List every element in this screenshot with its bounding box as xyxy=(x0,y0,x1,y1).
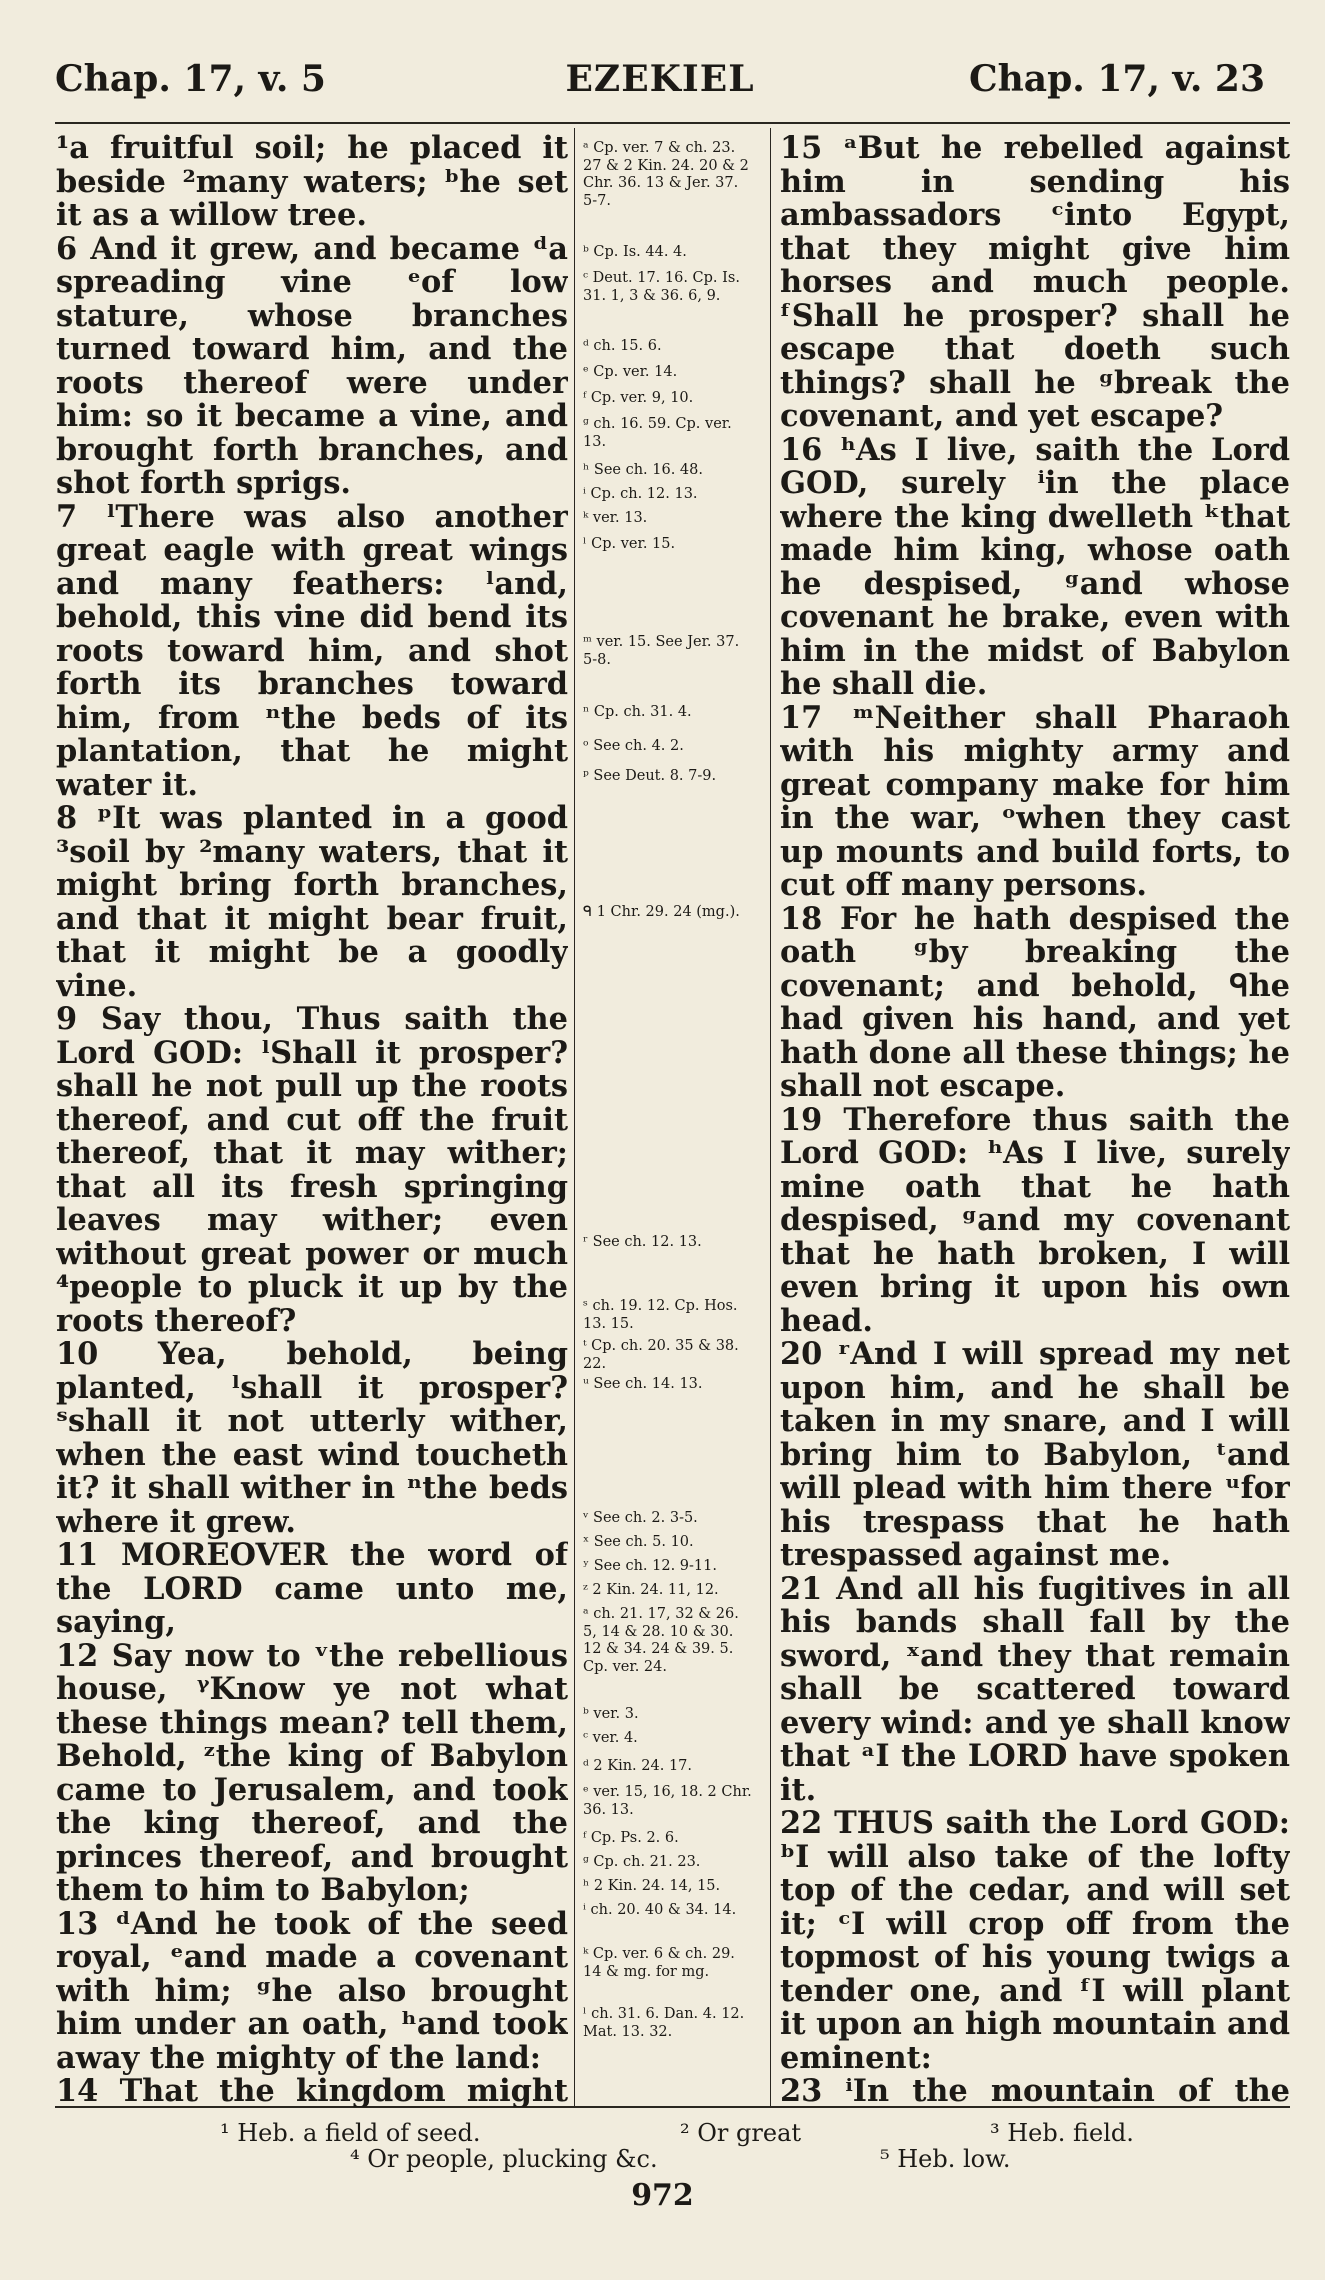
cross-reference: ᵍ ch. 16. 59. Cp. ver. 13. xyxy=(583,416,732,450)
text-column-left xyxy=(56,132,568,2107)
verse-paragraph: 23 ⁱIn the mountain of the xyxy=(780,2073,1290,2107)
cross-reference: ᶜ Deut. 17. 16. Cp. Is. 31. 1, 3 & 36. 6, 9. xyxy=(583,270,740,304)
cross-reference: ᶠ Cp. ver. 9, 10. xyxy=(583,390,694,406)
cross-reference: ᶜ ver. 4. xyxy=(583,1730,638,1746)
footnote: ³ Heb. field. xyxy=(990,2119,1134,2147)
cross-reference: ᵈ ch. 15. 6. xyxy=(583,338,662,354)
cross-reference: ʸ See ch. 12. 9-11. xyxy=(583,1558,717,1574)
text-column-right xyxy=(780,132,1290,2107)
cross-reference: ᵇ Cp. Is. 44. 4. xyxy=(583,244,687,260)
cross-reference: ˣ See ch. 5. 10. xyxy=(583,1534,694,1550)
cross-reference: ᵉ ver. 15, 16, 18. 2 Chr. 36. 13. xyxy=(583,1784,752,1818)
verse-paragraph: 11 MOREOVER the word of the LORD came unto me, saying, xyxy=(56,1537,568,1640)
cross-reference: ᶠ Cp. Ps. 2. 6. xyxy=(583,1830,679,1846)
verse-paragraph: 8 ᵖIt was planted in a good ³soil by ²many waters, that it might bring forth branches, and that it might bear fruit, that it might be a goodly vine. xyxy=(56,800,568,1004)
verse-paragraph: 22 THUS saith the Lord GOD: ᵇI will also take of the lofty top of the cedar, and will set it; ᶜI will crop off from the topmost of his young twigs a tender one, and ᶠI will plant it upon an high mountain and eminent: xyxy=(780,1805,1290,2076)
page-number: 972 xyxy=(631,2178,694,2213)
cross-reference: ʰ 2 Kin. 24. 14, 15. xyxy=(583,1878,721,1894)
cross-reference: ᵃ ch. 21. 17, 32 & 26. 5, 14 & 28. 10 & 30. 12 & 34. 24 & 39. 5. Cp. ver. 24. xyxy=(583,1606,739,1675)
verse-paragraph: 20 ʳAnd I will spread my net upon him, and he shall be taken in my snare, and I will bring him to Babylon, ᵗand will plead with him there ᵘfor his trespass that he hath trespassed against me. xyxy=(780,1336,1290,1573)
verse-paragraph: 19 Therefore thus saith the Lord GOD: ʰAs I live, surely mine oath that he hath despised, ᵍand my covenant that he hath broken, I will even bring it upon his own head. xyxy=(780,1101,1290,1339)
cross-reference: ᵍ Cp. ch. 21. 23. xyxy=(583,1854,701,1870)
cross-reference: ʳ See ch. 12. 13. xyxy=(583,1234,702,1250)
cross-reference: ˢ ch. 19. 12. Cp. Hos. 13. 15. xyxy=(583,1298,738,1332)
verse-paragraph: 13 ᵈAnd he took of the seed royal, ᵉand made a covenant with him; ᵍhe also brought him under an oath, ʰand took away the mighty of the land: xyxy=(56,1905,568,2076)
cross-reference: ᵒ See ch. 4. 2. xyxy=(583,738,684,754)
cross-reference: ᵗ Cp. ch. 20. 35 & 38. 22. xyxy=(583,1338,739,1372)
cross-reference: ᵈ 2 Kin. 24. 17. xyxy=(583,1758,692,1774)
verse-paragraph: ¹a fruitful soil; he placed it beside ²many waters; ᵇhe set it as a willow tree. xyxy=(56,132,568,233)
cross-reference: ʰ See ch. 16. 48. xyxy=(583,462,703,478)
header-chapter-verse-end: Chap. 17, v. 23 xyxy=(968,58,1265,100)
verse-paragraph: 15 ᵃBut he rebelled against him in sending his ambassadors ᶜinto Egypt, that they might give him horses and much people. ᶠShall he prosper? shall he escape that doeth such things? shall he ᵍbreak the covenant, and yet escape? xyxy=(780,132,1290,434)
cross-reference: ᵐ ver. 15. See Jer. 37. 5-8. xyxy=(583,634,740,668)
running-header xyxy=(55,58,1265,118)
cross-reference: ⁱ Cp. ch. 12. 13. xyxy=(583,486,698,502)
cross-reference: ᵇ ver. 3. xyxy=(583,1706,639,1722)
cross-reference: ᶻ 2 Kin. 24. 11, 12. xyxy=(583,1582,719,1598)
verse-paragraph: 17 ᵐNeither shall Pharaoh with his mighty army and great company make for him in the war, ᵒwhen they cast up mounts and build forts, to cut off many persons. xyxy=(780,699,1290,903)
cross-reference: ⁱ ch. 20. 40 & 34. 14. xyxy=(583,1902,737,1918)
cross-reference: ᵉ Cp. ver. 14. xyxy=(583,364,678,380)
cross-reference: ˡ Cp. ver. 15. xyxy=(583,536,676,552)
footnote: ⁴ Or people, plucking &c. xyxy=(350,2145,658,2173)
cross-reference: ᵖ See Deut. 8. 7-9. xyxy=(583,768,717,784)
cross-reference: ᵘ See ch. 14. 13. xyxy=(583,1376,703,1392)
verse-paragraph: 12 Say now to ᵛthe rebellious house, ᵞKnow ye not what these things mean? tell them, Behold, ᶻthe king of Babylon came to Jerusalem, and took the king thereof, and the princes thereof, and brought them to him to Babylon; xyxy=(56,1637,568,1908)
verse-paragraph: 6 And it grew, and became ᵈa spreading vine ᵉof low stature, whose branches turned toward him, and the roots thereof were under him: so it became a vine, and brought forth branches, and shot forth sprigs. xyxy=(56,230,568,501)
verse-paragraph: 7 ˡThere was also another great eagle with great wings and many feathers: ˡand, behold, this vine did bend its roots toward him, and shot forth its branches toward him, from ⁿthe beds of its plantation, that he might water it. xyxy=(56,498,568,803)
verse-paragraph: 10 Yea, behold, being planted, ˡshall it prosper? ˢshall it not utterly wither, when the east wind toucheth it? it shall wither in ⁿthe beds where it grew. xyxy=(56,1336,568,1540)
cross-reference-column xyxy=(583,140,753,2105)
cross-reference: ᵏ ver. 13. xyxy=(583,510,648,526)
verse-paragraph: 9 Say thou, Thus saith the Lord GOD: ˡShall it prosper? shall he not pull up the roots thereof, and cut off the fruit thereof, that it may wither; that all its fresh springing leaves may wither; even without great power or much ⁴people to pluck it up by the roots thereof? xyxy=(56,1001,568,1339)
verse-paragraph: 16 ʰAs I live, saith the Lord GOD, surely ⁱin the place where the king dwelleth ᵏthat made him king, whose oath he despised, ᵍand whose covenant he brake, even with him in the midst of Babylon he shall die. xyxy=(780,431,1290,702)
verse-paragraph: 18 For he hath despised the oath ᵍby breaking the covenant; and behold, ᑫhe had given his hand, and yet hath done all these things; he shall not escape. xyxy=(780,900,1290,1104)
cross-reference: ⁿ Cp. ch. 31. 4. xyxy=(583,704,692,720)
column-divider-right xyxy=(770,128,771,2106)
column-divider-left xyxy=(574,128,575,2106)
cross-reference: ᵛ See ch. 2. 3-5. xyxy=(583,1510,698,1526)
header-book-title: EZEKIEL xyxy=(565,58,755,100)
footnote: ² Or great xyxy=(680,2119,802,2147)
cross-reference: ᵃ Cp. ver. 7 & ch. 23. 27 & 2 Kin. 24. 20 & 2 Chr. 36. 13 & Jer. 37. 5-7. xyxy=(583,140,749,209)
footnote: ¹ Heb. a field of seed. xyxy=(220,2119,481,2147)
cross-reference: ᑫ 1 Chr. 29. 24 (mg.). xyxy=(583,904,740,920)
footnote: ⁵ Heb. low. xyxy=(880,2145,1011,2173)
verse-paragraph: 14 That the kingdom might xyxy=(56,2073,568,2107)
header-rule xyxy=(55,122,1290,124)
cross-reference: ˡ ch. 31. 6. Dan. 4. 12. Mat. 13. 32. xyxy=(583,2006,745,2040)
header-chapter-verse-start: Chap. 17, v. 5 xyxy=(55,58,326,100)
cross-reference: ᵏ Cp. ver. 6 & ch. 29. 14 & mg. for mg. xyxy=(583,1946,735,1980)
verse-paragraph: 21 And all his fugitives in all his bands shall fall by the sword, ˣand they that remain shall be scattered toward every wind: and ye shall know that ᵃI the LORD have spoken it. xyxy=(780,1570,1290,1808)
